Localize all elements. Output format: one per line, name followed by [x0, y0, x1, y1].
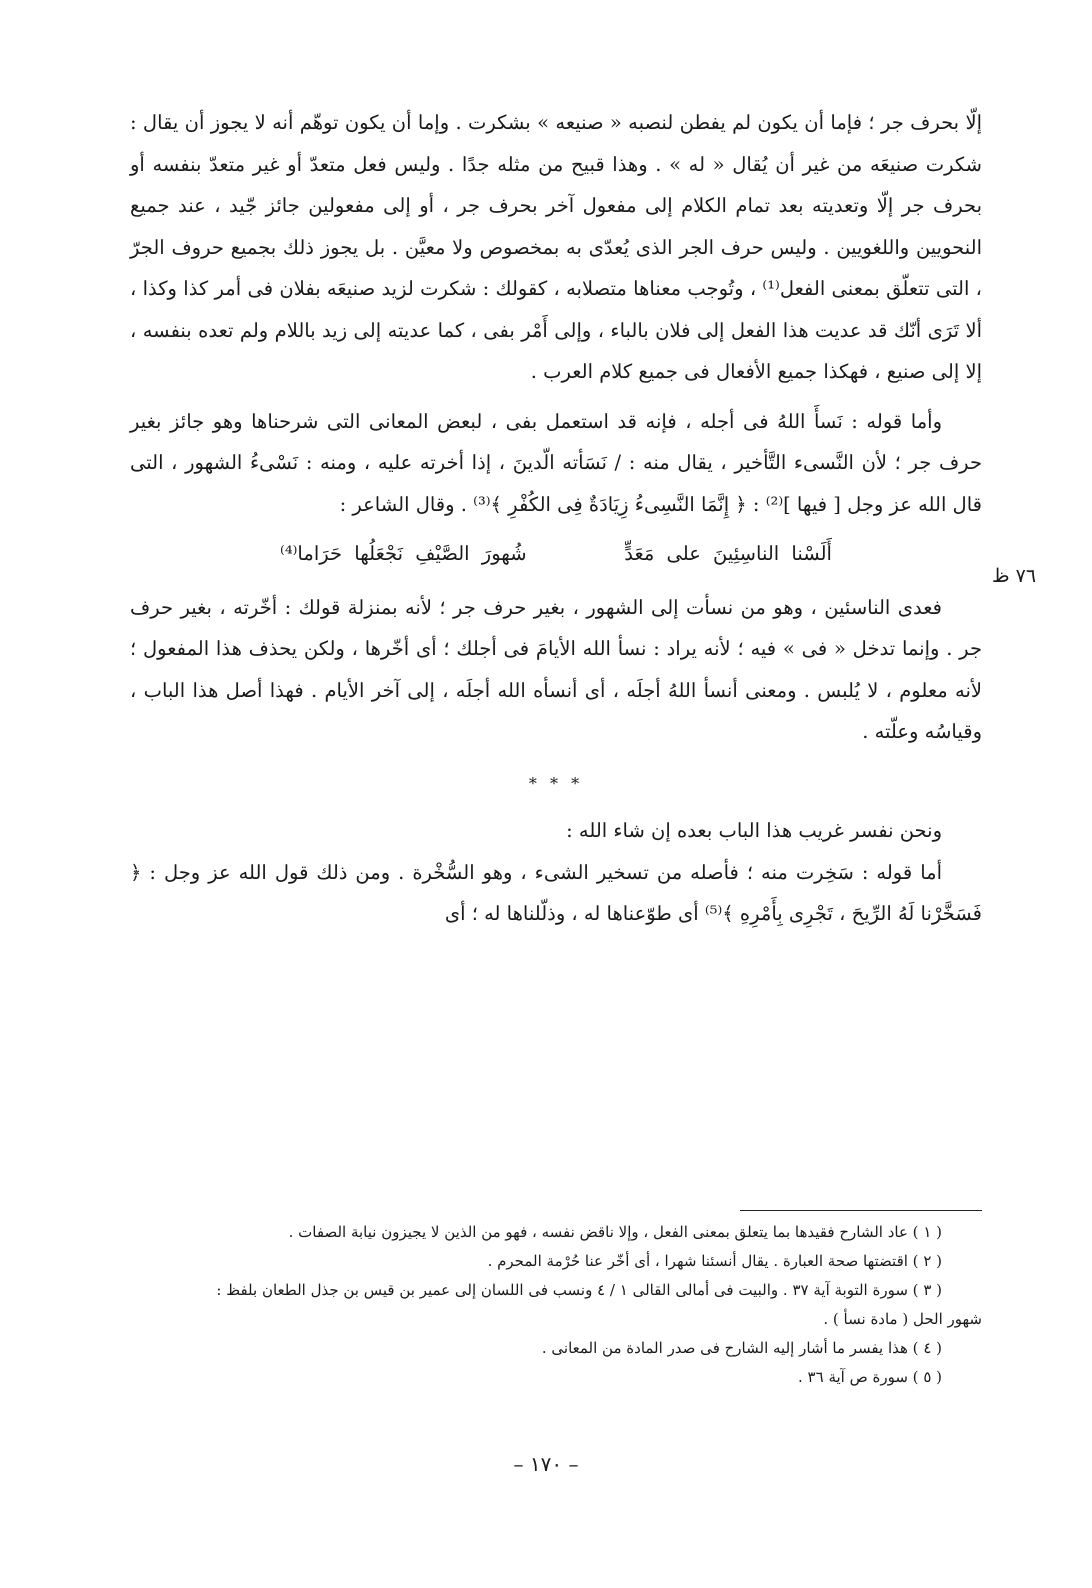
- footnote-4: ( ٤ ) هذا يفسر ما أشار إليه الشارح فى صدر المادة من المعانى .: [541, 1339, 942, 1357]
- footnote-divider: [740, 1210, 982, 1211]
- verse-gap: [539, 542, 612, 565]
- paragraph-1: إلّا بحرف جر ؛ فإما أن يكون لم يفطن لنصبه « صنيعه » بشكرت . وإما أن يكون توهّم أنه لا يجوز أن يقال : شكرت صنيعَه من غير أن يُقال « له » . وهذا قبيح من مثله جدًا . وليس فعل متعدّ أو غير متعدّ بنفسه أو بحرف جر إلّا وتعديته بعد تمام الكلام إلى مفعول آخر بحرف جر ، أو إلى مفعولين جائز جّيد ، عند جميع النحويين واللغويين . وليس حرف الجر الذى يُعدّى به بمخصوص ولا معيَّن . بل يجوز ذلك بجميع حروف الجرّ ، التى تتعلّق بمعنى الفعل⁽¹⁾ ، وتُوجب معناها متصلابه ، كقولك : شكرت لزيد صنيعَه بفلان فى أمر كذا وكذا ، ألا تَرَى أنّك قد عديت هذا الفعل إلى فلان بالباء ، وإلى أَمْر بفى ، كما عديته إلى زيد باللام ولم تعده بنفسه ، إلا إلى صنيع ، فهكذا جميع الأفعال فى جميع كلام العرب .: [130, 111, 982, 383]
- paragraph-3: فعدى الناسئين ، وهو من نسأت إلى الشهور ، بغير حرف جر ؛ لأنه بمنزلة قولك : أخّرته ، بغير حرف جر . وإنما تدخل « فى » فيه ؛ لأنه يراد : نسأ الله الأيامَ فى أجلك ؛ أى أخّرها ، ولكن يحذف هذا المفعول ؛ لأنه معلوم ، لا يُلبس . ومعنى أنسأ اللهُ أجلَه ، أى أنسأه الله أجلَه ، إلى آخر الأيام . فهذا أصل هذا الباب ، وقياسُه وعلّته .: [130, 595, 982, 743]
- verse-hemistich-right: أَلَسْنا الناسِئِينَ على مَعَدٍّ: [624, 542, 832, 565]
- paragraph-5: أما قوله : سَخِرت منه ؛ فأصله من تسخير الشىء ، وهو السُّخْرة . ومن ذلك قول الله عز وجل : ﴿ فَسَخَّرْنا لَهُ الرِّيحَ ، تَجْرِى بِأَمْرِهِ ﴾⁽⁵⁾ أى طوّعناها له ، وذلّلناها له ؛ أى: [130, 860, 982, 925]
- footnote-3: ( ٣ ) سورة التوبة آية ٣٧ . والبيت فى أمالى القالى ١ / ٤ ونسب فى اللسان إلى عمير بن قيس بن جذل الطعان بلفظ :: [216, 1281, 942, 1299]
- footnote-1: ( ١ ) عاد الشارح فقيدها بما يتعلق بمعنى الفعل ، وإلا ناقض نفسه ، فهو من الذين لا يجيزون نيابة الصفات .: [288, 1223, 942, 1241]
- footnote-5: ( ٥ ) سورة ص آية ٣٦ .: [798, 1368, 942, 1386]
- footnote-3-continuation: شهور الحل ( مادة نسأ ) .: [823, 1310, 982, 1328]
- paragraph-2: وأما قوله : نَسأَ اللهُ فى أجله ، فإنه قد استعمل بفى ، لبعض المعانى التى شرحناها وهو جائز بغير حرف جر ؛ لأن النَّسىء التَّأخير ، يقال منه : / نَسَأته الّدينَ ، إذا أخرته عليه ، ومنه : نَسْىءُ الشهور ، التى قال الله عز وجل [ فيها ]⁽²⁾ : ﴿ إِنَّمَا النَّسِىءُ زِيَادَةٌ فِى الكُفْرِ ﴾⁽³⁾ . وقال الشاعر :: [130, 409, 982, 516]
- main-text: [130, 102, 982, 935]
- page-number: – ١٧٠ –: [513, 1452, 579, 1476]
- paragraph-4: ونحن نفسر غريب هذا الباب بعده إن شاء الله :: [566, 819, 942, 842]
- footnotes: [130, 1218, 982, 1392]
- footnote-2: ( ٢ ) اقتضتها صحة العبارة . يقال أنسئنا شهرا ، أى أخّر عنا حُرْمة المحرم .: [487, 1252, 942, 1270]
- manuscript-folio-note: ٧٦ ظ: [992, 565, 1037, 587]
- section-separator: * * *: [528, 773, 584, 793]
- verse-hemistich-left: شُهورَ الصَّيْفِ نَجْعَلُها حَرَاما⁽⁴⁾: [280, 542, 527, 565]
- poetry-verse: [130, 533, 982, 575]
